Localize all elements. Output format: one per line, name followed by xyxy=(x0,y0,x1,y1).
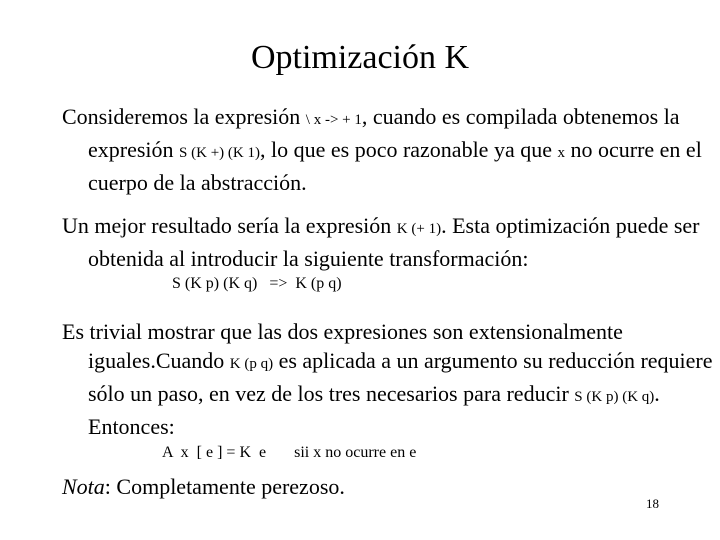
transformation-rule: S (K p) (K q) => K (p q) xyxy=(172,275,342,292)
p1-text-4: no ocurre en el cuerpo de la abstracción. xyxy=(88,137,702,195)
note xyxy=(62,472,345,501)
p2-text-2: . Esta optimización puede ser obtenida al introducir la siguiente transformación: xyxy=(88,213,700,271)
p1-text-3: , lo que es poco razonable ya que xyxy=(259,137,558,162)
note-label: Nota xyxy=(62,474,105,499)
p3-text-1: Es trivial mostrar que las dos expresiones son extensionalmente iguales.Cuando xyxy=(62,319,623,373)
page-number: 18 xyxy=(646,496,659,511)
p1-text-1: Consideremos la expresión xyxy=(62,104,306,129)
p1-code-lambda: \ x -> + 1 xyxy=(305,112,362,128)
p2-text-1: Un mejor resultado sería la expresión xyxy=(62,213,397,238)
p3-code-skpkq: S (K p) (K q) xyxy=(574,389,655,405)
p3-text-2: es aplicada a un argumento su reducción requiere sólo un paso, en vez de los tres necesarios para reducir xyxy=(88,348,713,406)
slide-title: Optimización K xyxy=(250,39,470,76)
p1-code-var: x xyxy=(557,145,565,161)
p3-code-kpq: K (p q) xyxy=(229,356,274,372)
paragraph-extensional-equality xyxy=(62,317,720,441)
paragraph-k-optimization-intro xyxy=(62,102,720,197)
paragraph-better-result xyxy=(62,211,720,273)
note-text: : Completamente perezoso. xyxy=(104,474,345,499)
p1-code-compiled: S (K +) (K 1) xyxy=(179,145,260,161)
p3-text-3: . Entonces: xyxy=(88,381,660,439)
p2-code-result: K (+ 1) xyxy=(396,221,442,237)
abstraction-rule: A x [ e ] = K e sii x no ocurre en e xyxy=(162,444,417,461)
p1-text-2: , cuando es compilada obtenemos la expresión xyxy=(88,104,680,162)
